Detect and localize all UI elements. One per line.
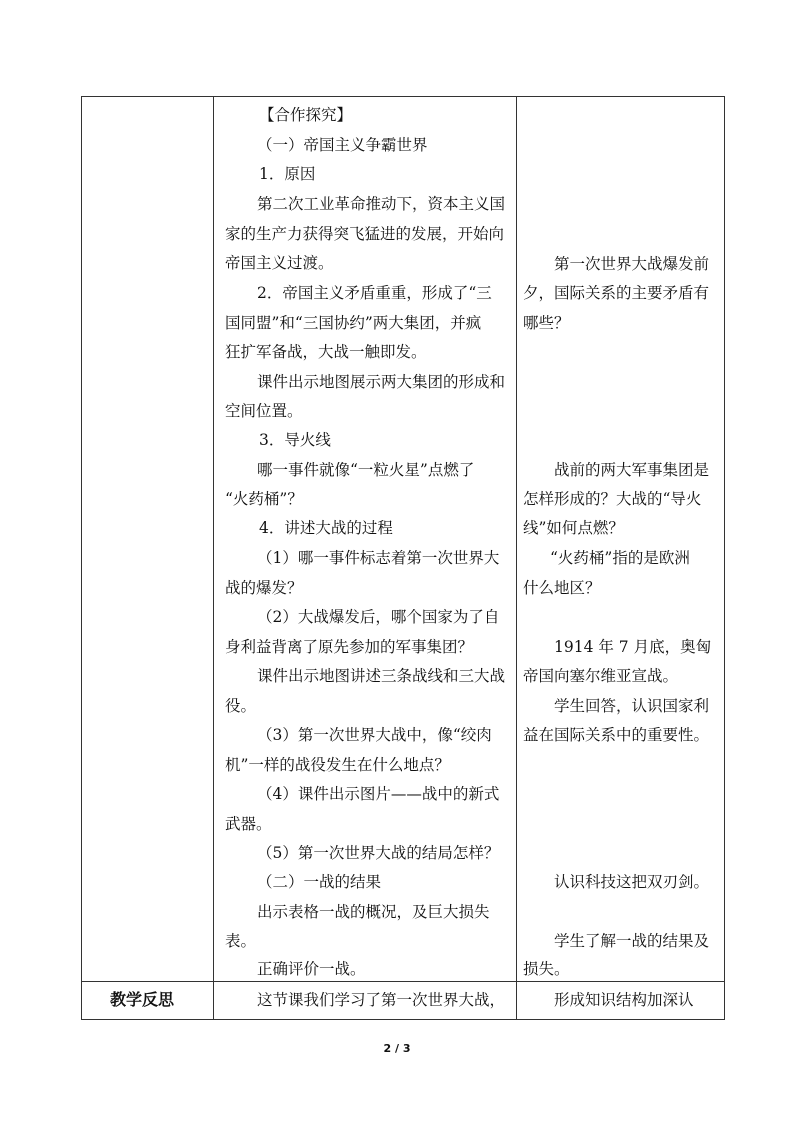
- right-line: 学生回答，认识国家利: [554, 697, 710, 715]
- middle-line: 国同盟”和“三国协约”两大集团，并疯: [225, 314, 482, 332]
- right-line: 什么地区？: [523, 579, 601, 597]
- middle-line: 【合作探究】: [259, 106, 353, 124]
- middle-line: 战的爆发？: [225, 579, 303, 597]
- lesson-table: [81, 96, 725, 1020]
- middle-line: 课件出示地图展示两大集团的形成和: [257, 373, 506, 391]
- middle-line: 家的生产力获得突飞猛进的发展，开始向: [225, 225, 505, 243]
- right-line: 损失。: [523, 960, 570, 978]
- footer-row-divider: [82, 981, 724, 982]
- middle-line: （5）第一次世界大战的结局怎样？: [257, 844, 500, 862]
- middle-line: 4．讲述大战的过程: [259, 519, 393, 537]
- middle-line: 帝国主义过渡。: [225, 254, 334, 272]
- middle-line: （1）哪一事件标志着第一次世界大: [257, 549, 500, 567]
- column-divider-right: [516, 97, 517, 1019]
- middle-line: 哪一事件就像“一粒火星”点燃了: [257, 461, 475, 479]
- middle-line: （二）一战的结果: [257, 873, 382, 891]
- right-line: 怎样形成的？大战的“导火: [523, 490, 702, 508]
- right-line: 认识科技这把双刃剑。: [554, 873, 710, 891]
- right-line: 益在国际关系中的重要性。: [523, 726, 710, 744]
- right-line: 第一次世界大战爆发前: [554, 255, 710, 273]
- middle-line: （3）第一次世界大战中，像“绞肉: [257, 726, 492, 744]
- middle-line: （一）帝国主义争霸世界: [257, 136, 428, 154]
- middle-line: 狂扩军备战，大战一触即发。: [225, 343, 427, 361]
- right-line: 哪些？: [523, 314, 570, 332]
- right-line: 夕，国际关系的主要矛盾有: [523, 284, 710, 302]
- middle-line: 出示表格一战的概况，及巨大损失: [257, 903, 490, 921]
- reflection-middle-text: 这节课我们学习了第一次世界大战，: [257, 991, 506, 1009]
- middle-line: 空间位置。: [225, 402, 303, 420]
- middle-line: 正确评价一战。: [257, 960, 366, 978]
- middle-line: 役。: [225, 697, 257, 715]
- middle-line: 表。: [225, 932, 257, 950]
- middle-line: 身利益背离了原先参加的军事集团？: [225, 638, 474, 656]
- right-line: 学生了解一战的结果及: [554, 932, 710, 950]
- right-line: “火药桶”指的是欧洲: [550, 549, 690, 567]
- right-line: 1914 年 7 月底，奥匈: [554, 638, 712, 656]
- reflection-label: 教学反思: [110, 990, 175, 1009]
- middle-line: “火药桶”？: [225, 490, 303, 508]
- middle-line: 1．原因: [259, 165, 316, 183]
- right-line: 战前的两大军事集团是: [554, 461, 710, 479]
- column-divider-left: [213, 97, 214, 1019]
- middle-line: 武器。: [225, 815, 272, 833]
- middle-line: （4）课件出示图片——战中的新式: [257, 785, 500, 803]
- middle-line: 第二次工业革命推动下，资本主义国: [257, 195, 506, 213]
- middle-line: 3．导火线: [259, 431, 331, 449]
- middle-line: 机”一样的战役发生在什么地点？: [225, 756, 450, 774]
- middle-line: （2）大战爆发后，哪个国家为了自: [257, 608, 500, 626]
- reflection-right-text: 形成知识结构加深认: [554, 991, 694, 1009]
- page-number: 2 / 3: [383, 1042, 411, 1055]
- middle-line: 2．帝国主义矛盾重重，形成了“三: [257, 284, 492, 302]
- middle-line: 课件出示地图讲述三条战线和三大战: [257, 667, 506, 685]
- right-line: 线”如何点燃？: [523, 519, 624, 537]
- right-line: 帝国向塞尔维亚宣战。: [523, 667, 679, 685]
